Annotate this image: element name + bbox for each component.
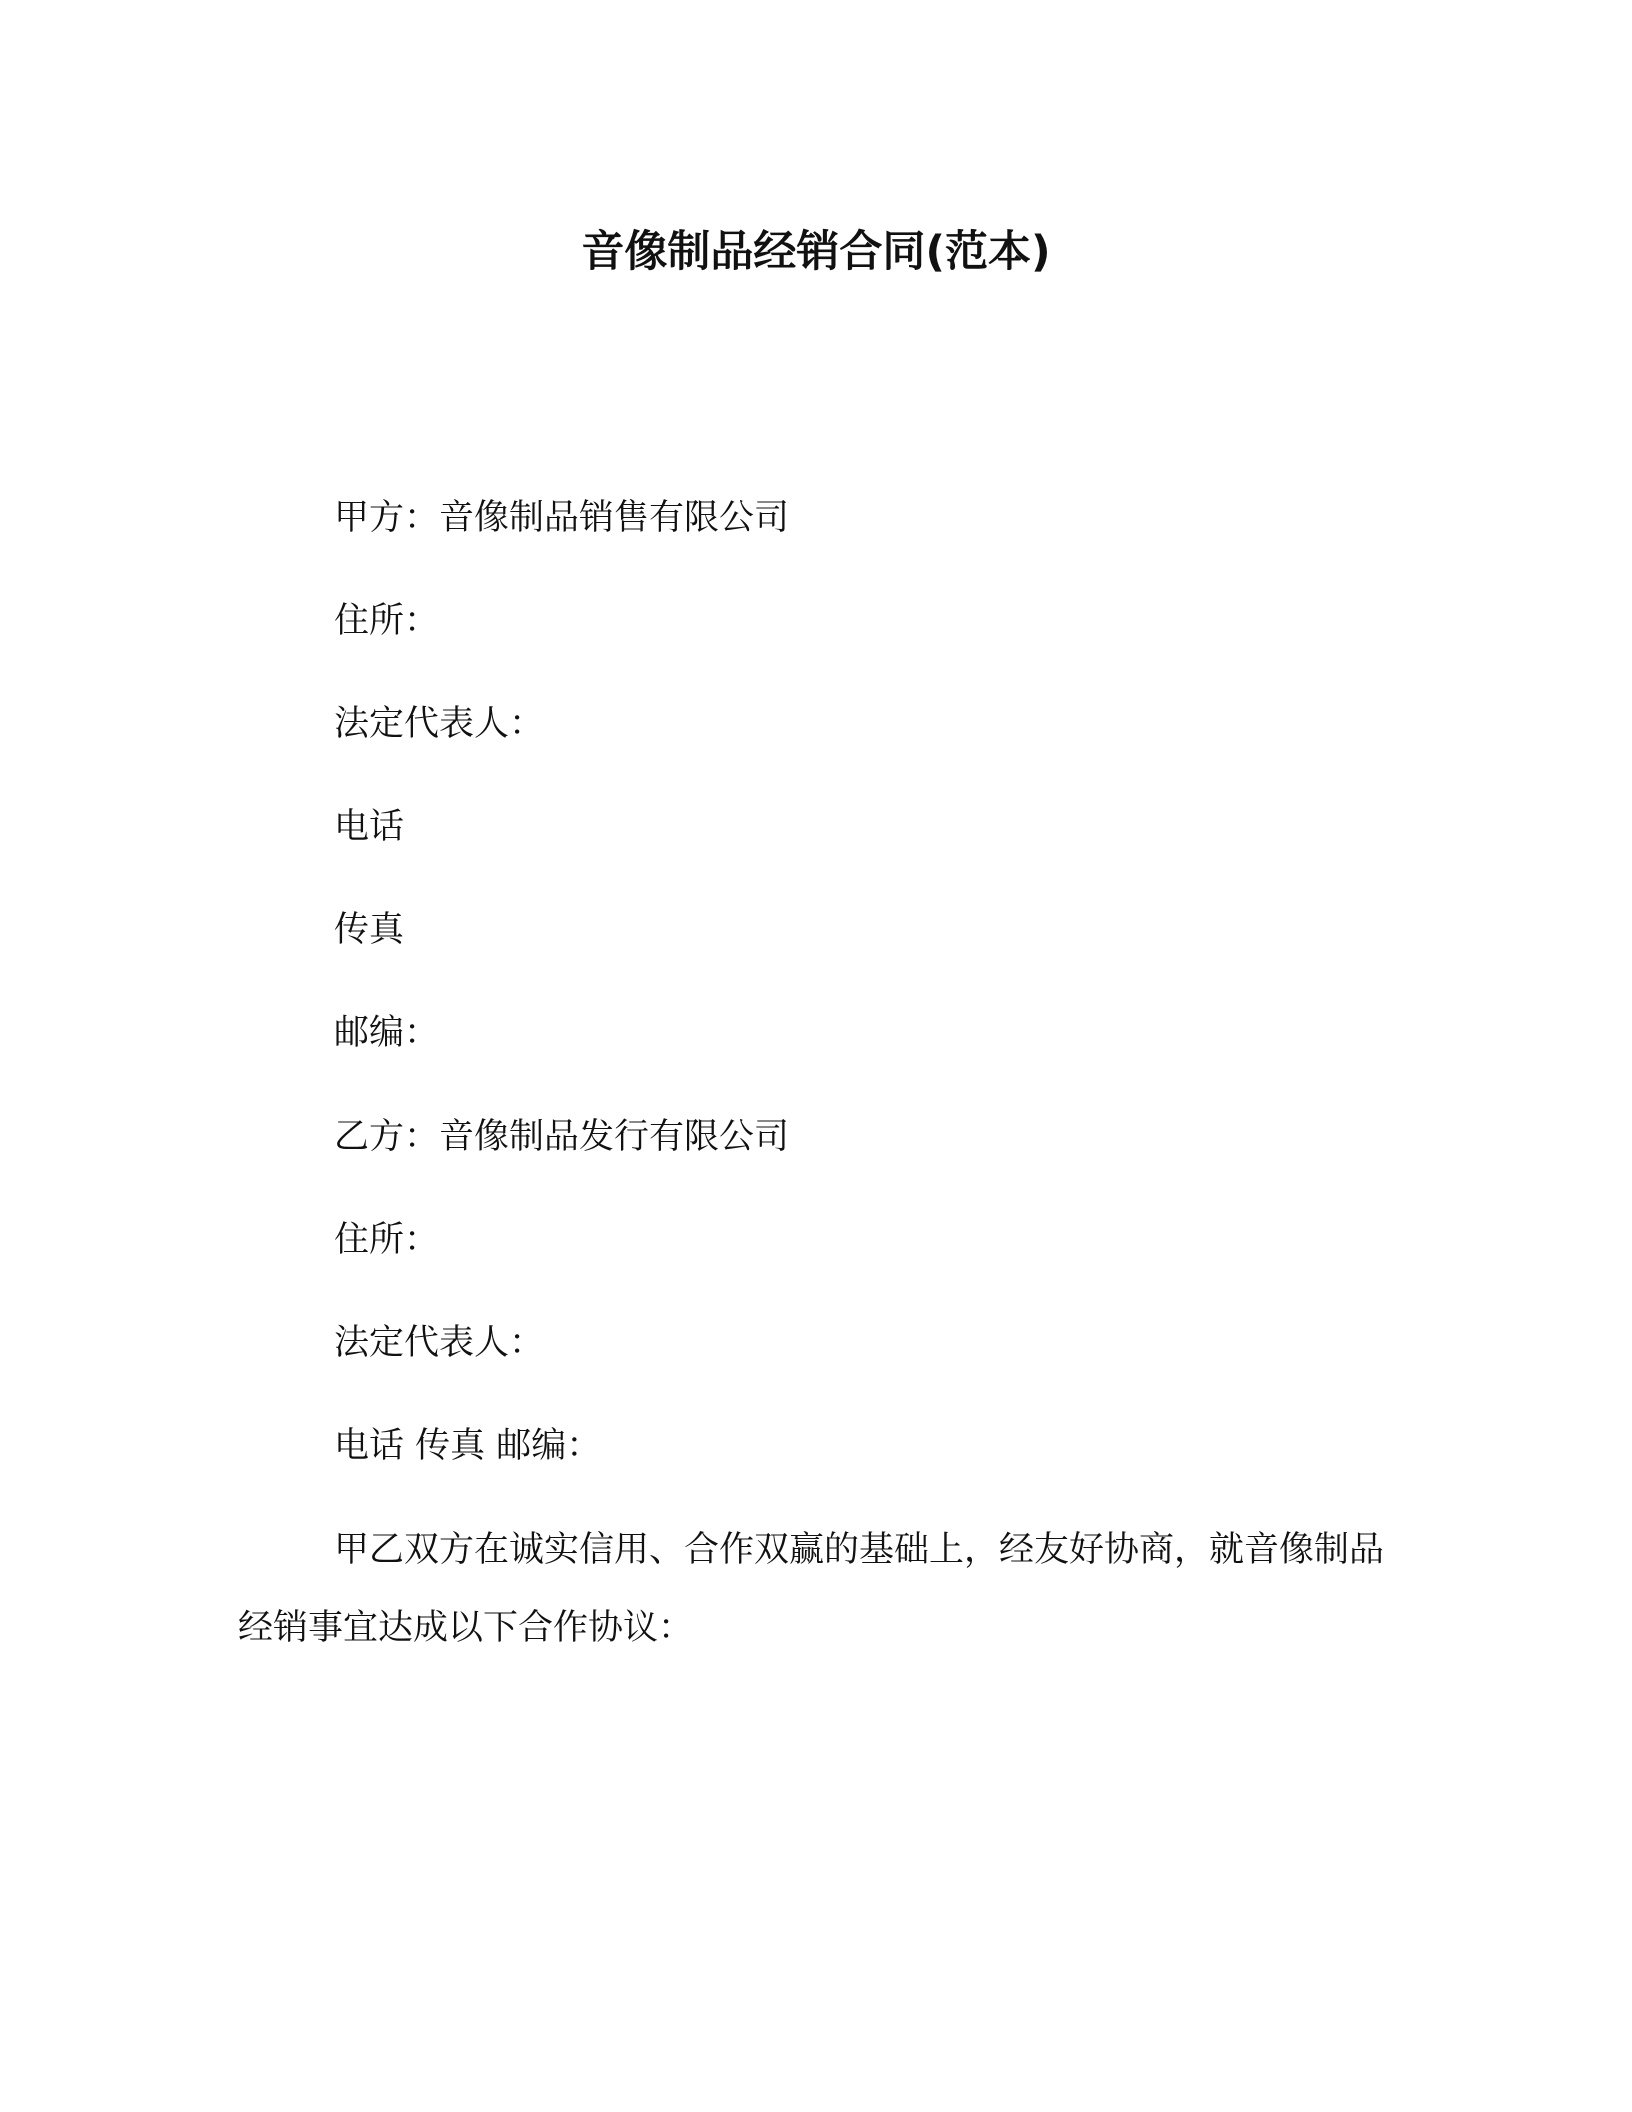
party-a-address: 住所： xyxy=(334,601,440,641)
party-b-name: 乙方：音像制品发行有限公司 xyxy=(334,1117,790,1157)
document-title: 音像制品经销合同(范本) xyxy=(581,227,1051,277)
party-a-fax: 传真 xyxy=(334,910,405,950)
party-b-legal-rep: 法定代表人： xyxy=(334,1323,545,1363)
intro-paragraph: 甲乙双方在诚实信用、合作双赢的基础上，经友好协商，就音像制品经销事宜达成以下合作协议： xyxy=(238,1530,1385,1648)
party-a-name: 甲方：音像制品销售有限公司 xyxy=(334,498,790,538)
party-b-contact: 电话 传真 邮编： xyxy=(334,1426,602,1466)
party-a-legal-rep: 法定代表人： xyxy=(334,704,545,744)
party-b-address: 住所： xyxy=(334,1220,440,1260)
party-a-phone: 电话 xyxy=(334,807,405,847)
party-a-postcode: 邮编： xyxy=(334,1013,440,1053)
